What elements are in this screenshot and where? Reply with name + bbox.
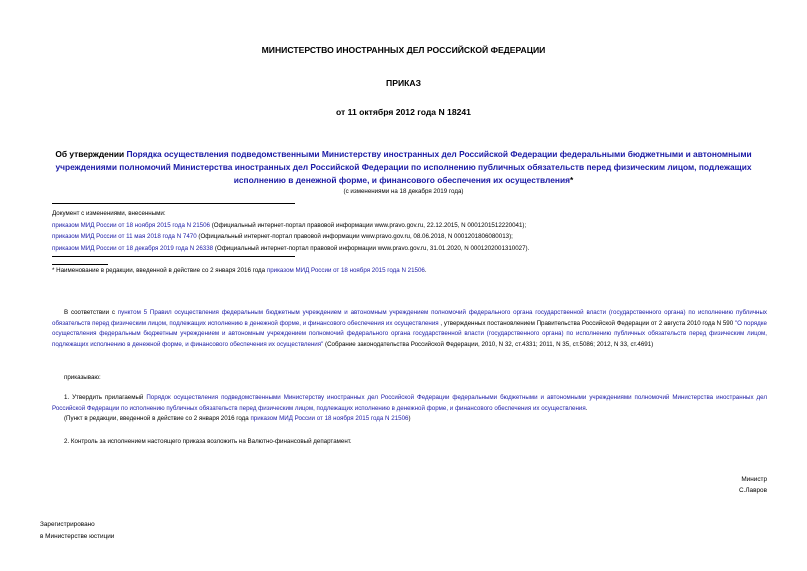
paragraph-basis [52, 308, 767, 350]
signature-name: С.Лавров [738, 487, 767, 494]
paragraph-item-1-note [52, 414, 779, 425]
divider-mid [52, 256, 295, 257]
p1-link-rules[interactable]: пунктом 5 Правил осуществления федеральным бюджетным учреждением и автономным учреждением полномочий федерального органа государственной власти (государственного органа) по исполнению публичных обязательств перед физическим лицом, подлежащих исполнению в денежной форме, и финансового обеспечения их осуществления [52, 309, 767, 327]
p1-text-c: (Собрание законодательства Российской Федерации, 2010, N 32, ст.4331; 2011, N 35, ст.5086; 2012, N 33, ст.4691) [323, 340, 654, 348]
ministry-heading: МИНИСТЕРСТВО ИНОСТРАННЫХ ДЕЛ РОССИЙСКОЙ ФЕДЕРАЦИИ [261, 45, 546, 55]
registration-line-2: в Министерстве юстиции [40, 532, 115, 540]
divider-top [52, 203, 295, 204]
footnote-rule [52, 264, 108, 265]
changes-item-link[interactable]: приказом МИД России от 18 декабря 2019 года N 26338 [52, 244, 214, 252]
p3-text-a: 1. Утвердить прилагаемый [64, 394, 147, 401]
changes-item-link[interactable]: приказом МИД России от 18 ноября 2015 года N 21506 [52, 221, 210, 229]
date-number-heading: от 11 октября 2012 года N 18241 [336, 107, 471, 117]
paragraph-order: приказываю: [64, 374, 101, 381]
title-prefix: Об утверждении [55, 149, 127, 159]
p1-text-b: , утвержденных постановлением Правительства Российской Федерации от 2 августа 2010 года N 590 [438, 319, 735, 327]
document-title [50, 148, 757, 187]
changes-block [52, 208, 772, 254]
changes-note: (с изменениями на 18 декабря 2019 года) [343, 188, 464, 195]
paragraph-item-1 [52, 393, 767, 414]
registration-line-1: Зарегистрировано [40, 521, 95, 528]
title-suffix: * [569, 175, 574, 185]
p1-link-decree[interactable]: "О порядке осуществления федеральным бюджетным учреждением и автономным учреждением полномочий федерального органа государственной власти (государственного органа) по исполнению публичных обязательств перед физическим лицом, подлежащих исполнению в денежной форме, и финансового обеспечения их осуществления" [52, 319, 767, 348]
changes-item [52, 243, 772, 255]
p3b-text-b: ) [408, 415, 411, 422]
p3-link-procedure[interactable]: Порядок осуществления подведомственными Министерству иностранных дел Российской Федерации федеральными бюджетными и автономными учреждениями полномочий Министерства иностранных дел Российской Федерации по исполнению публичных обязательств перед физическим лицом, подлежащих исполнению в денежной форме, и финансового обеспечения их осуществления [52, 394, 767, 412]
footnote [52, 267, 772, 274]
p3-text-b: . [585, 404, 588, 412]
doc-type-heading: ПРИКАЗ [386, 78, 421, 88]
footnote-text: * Наименование в редакции, введенной в действие со 2 января 2016 года [52, 267, 267, 274]
changes-item-text: (Официальный интернет-портал правовой информации www.pravo.gov.ru, 22.12.2015, N 0001201512220041); [210, 221, 527, 229]
signature-block [567, 474, 767, 496]
changes-item-link[interactable]: приказом МИД России от 11 мая 2018 года N 7470 [52, 233, 197, 240]
changes-item-text: (Официальный интернет-портал правовой информации www.pravo.gov.ru, 31.01.2020, N 0001202001310027). [213, 244, 530, 252]
footnote-end: . [424, 267, 427, 274]
p3b-link[interactable]: приказом МИД России от 18 ноября 2015 года N 21506 [250, 415, 409, 422]
footnote-link[interactable]: приказом МИД России от 18 ноября 2015 года N 21506 [266, 267, 425, 274]
changes-item [52, 220, 772, 232]
paragraph-item-2: 2. Контроль за исполнением настоящего приказа возложить на Валютно-финансовый департамент. [64, 438, 352, 445]
changes-intro: Документ с изменениями, внесенными: [52, 210, 166, 217]
signature-position: Министр [741, 476, 767, 483]
p1-text-a: В соответствии с [64, 309, 118, 316]
registration-block [40, 519, 114, 542]
changes-item-text: (Официальный интернет-портал правовой информации www.pravo.gov.ru, 08.06.2018, N 0001201806080013); [196, 233, 513, 240]
title-link[interactable]: Порядка осуществления подведомственными Министерству иностранных дел Российской Федерации федеральными бюджетными и автономными учреждениями полномочий Министерства иностранных дел Российской Федерации по исполнению публичных обязательств перед физическим лицом, подлежащих исполнению в денежной форме, и финансового обеспечения их осуществления [55, 149, 752, 185]
p3b-text-a: (Пункт в редакции, введенной в действие со 2 января 2016 года [64, 415, 251, 422]
changes-item [52, 231, 772, 243]
